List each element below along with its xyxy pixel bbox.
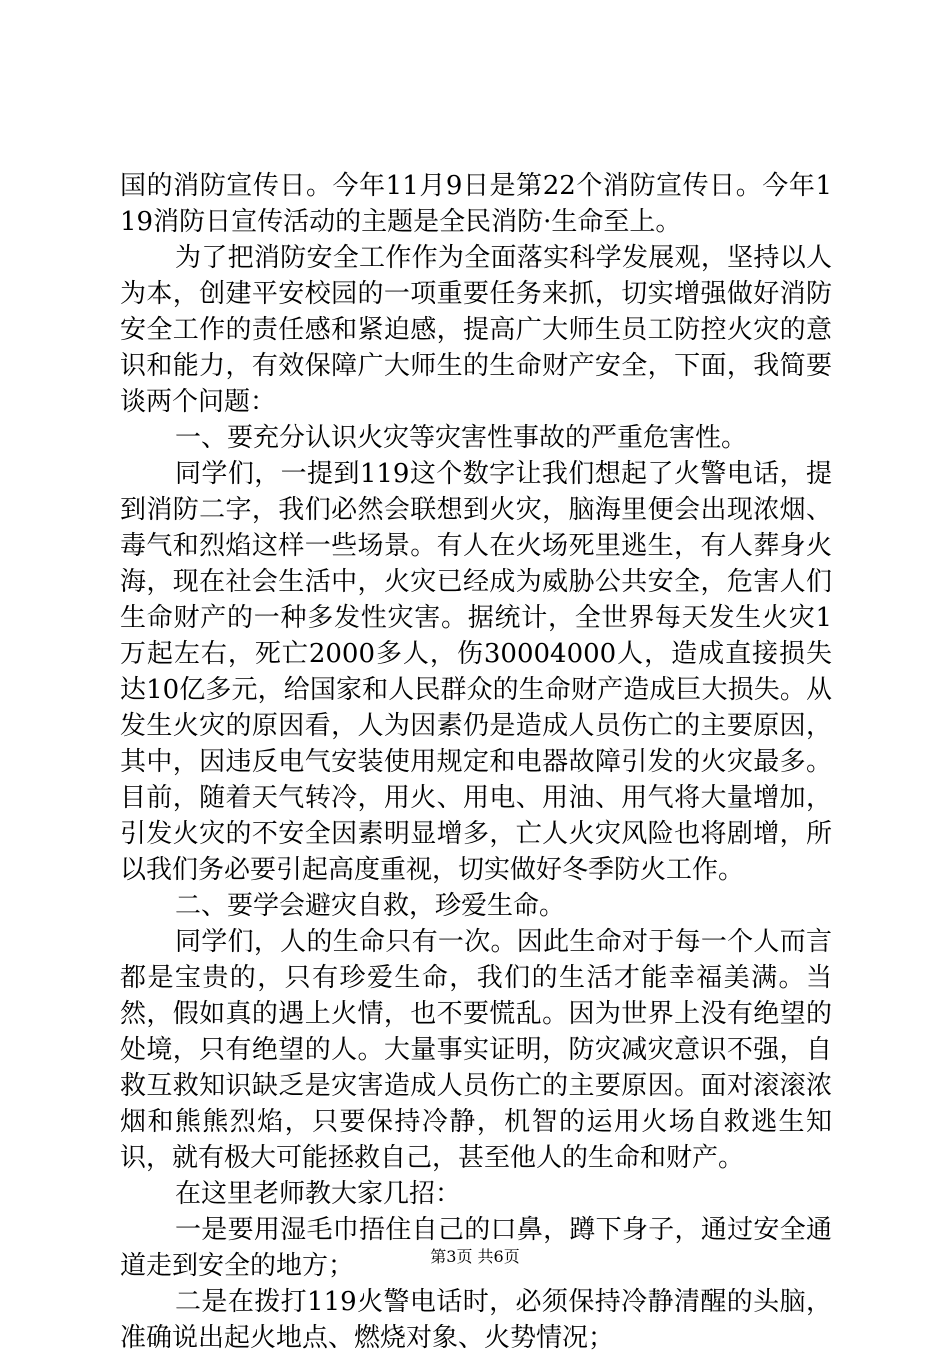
paragraph-5: 在这里老师教大家几招： — [175, 1179, 462, 1209]
section-heading-2: 二、要学会避灾自救，珍爱生命。 — [175, 891, 566, 921]
paragraph-4: 同学们，人的生命只有一次。因此生命对于每一个人而言都是宝贵的，只有珍爱生命，我们的生活才能幸福美满。当然，假如真的遇上火情，也不要慌乱。因为世界上没有绝望的处境，只有绝望的人。大量事实证明，防灾减灾意识不强，自救互救知识缺乏是灾害造成人员伤亡的主要原因。面对滚滚浓烟和熊熊烈焰，只要保持冷静，机智的运用火场自救逃生知识，就有极大可能拯救自己，甚至他人的生命和财产。 — [120, 927, 832, 1173]
paragraph-7: 二是在拨打119火警电话时，必须保持冷静清醒的头脑，准确说出起火地点、燃烧对象、火势情况； — [120, 1287, 832, 1353]
paragraph-3: 同学们，一提到119这个数字让我们想起了火警电话，提到消防二字，我们必然会联想到火灾，脑海里便会出现浓烟、毒气和烈焰这样一些场景。有人在火场死里逃生，有人葬身火海，现在社会生活中，火灾已经成为威胁公共安全，危害人们生命财产的一种多发性灾害。据统计，全世界每天发生火灾1万起左右，死亡2000多人，伤30004000人，造成直接损失达10亿多元，给国家和人民群众的生命财产造成巨大损失。从发生火灾的原因看，人为因素仍是造成人员伤亡的主要原因，其中，因违反电气安装使用规定和电器故障引发的火灾最多。目前，随着天气转冷，用火、用电、用油、用气将大量增加，引发火灾的不安全因素明显增多，亡人火灾风险也将剧增，所以我们务必要引起高度重视，切实做好冬季防火工作。 — [120, 459, 832, 885]
section-heading-1: 一、要充分认识火灾等灾害性事故的严重危害性。 — [175, 423, 748, 453]
page-footer: 第3页 共6页 — [430, 1247, 520, 1266]
document-body — [120, 168, 832, 1356]
paragraph-2: 为了把消防安全工作作为全面落实科学发展观，坚持以人为本，创建平安校园的一项重要任务来抓，切实增强做好消防安全工作的责任感和紧迫感，提高广大师生员工防控火灾的意识和能力，有效保障广大师生的生命财产安全，下面，我简要谈两个问题： — [120, 243, 832, 417]
paragraph-1: 国的消防宣传日。今年11月9日是第22个消防宣传日。今年119消防日宣传活动的主题是全民消防·生命至上。 — [120, 171, 832, 237]
paragraph-6: 一是要用湿毛巾捂住自己的口鼻，蹲下身子，通过安全通道走到安全的地方； — [120, 1215, 832, 1281]
